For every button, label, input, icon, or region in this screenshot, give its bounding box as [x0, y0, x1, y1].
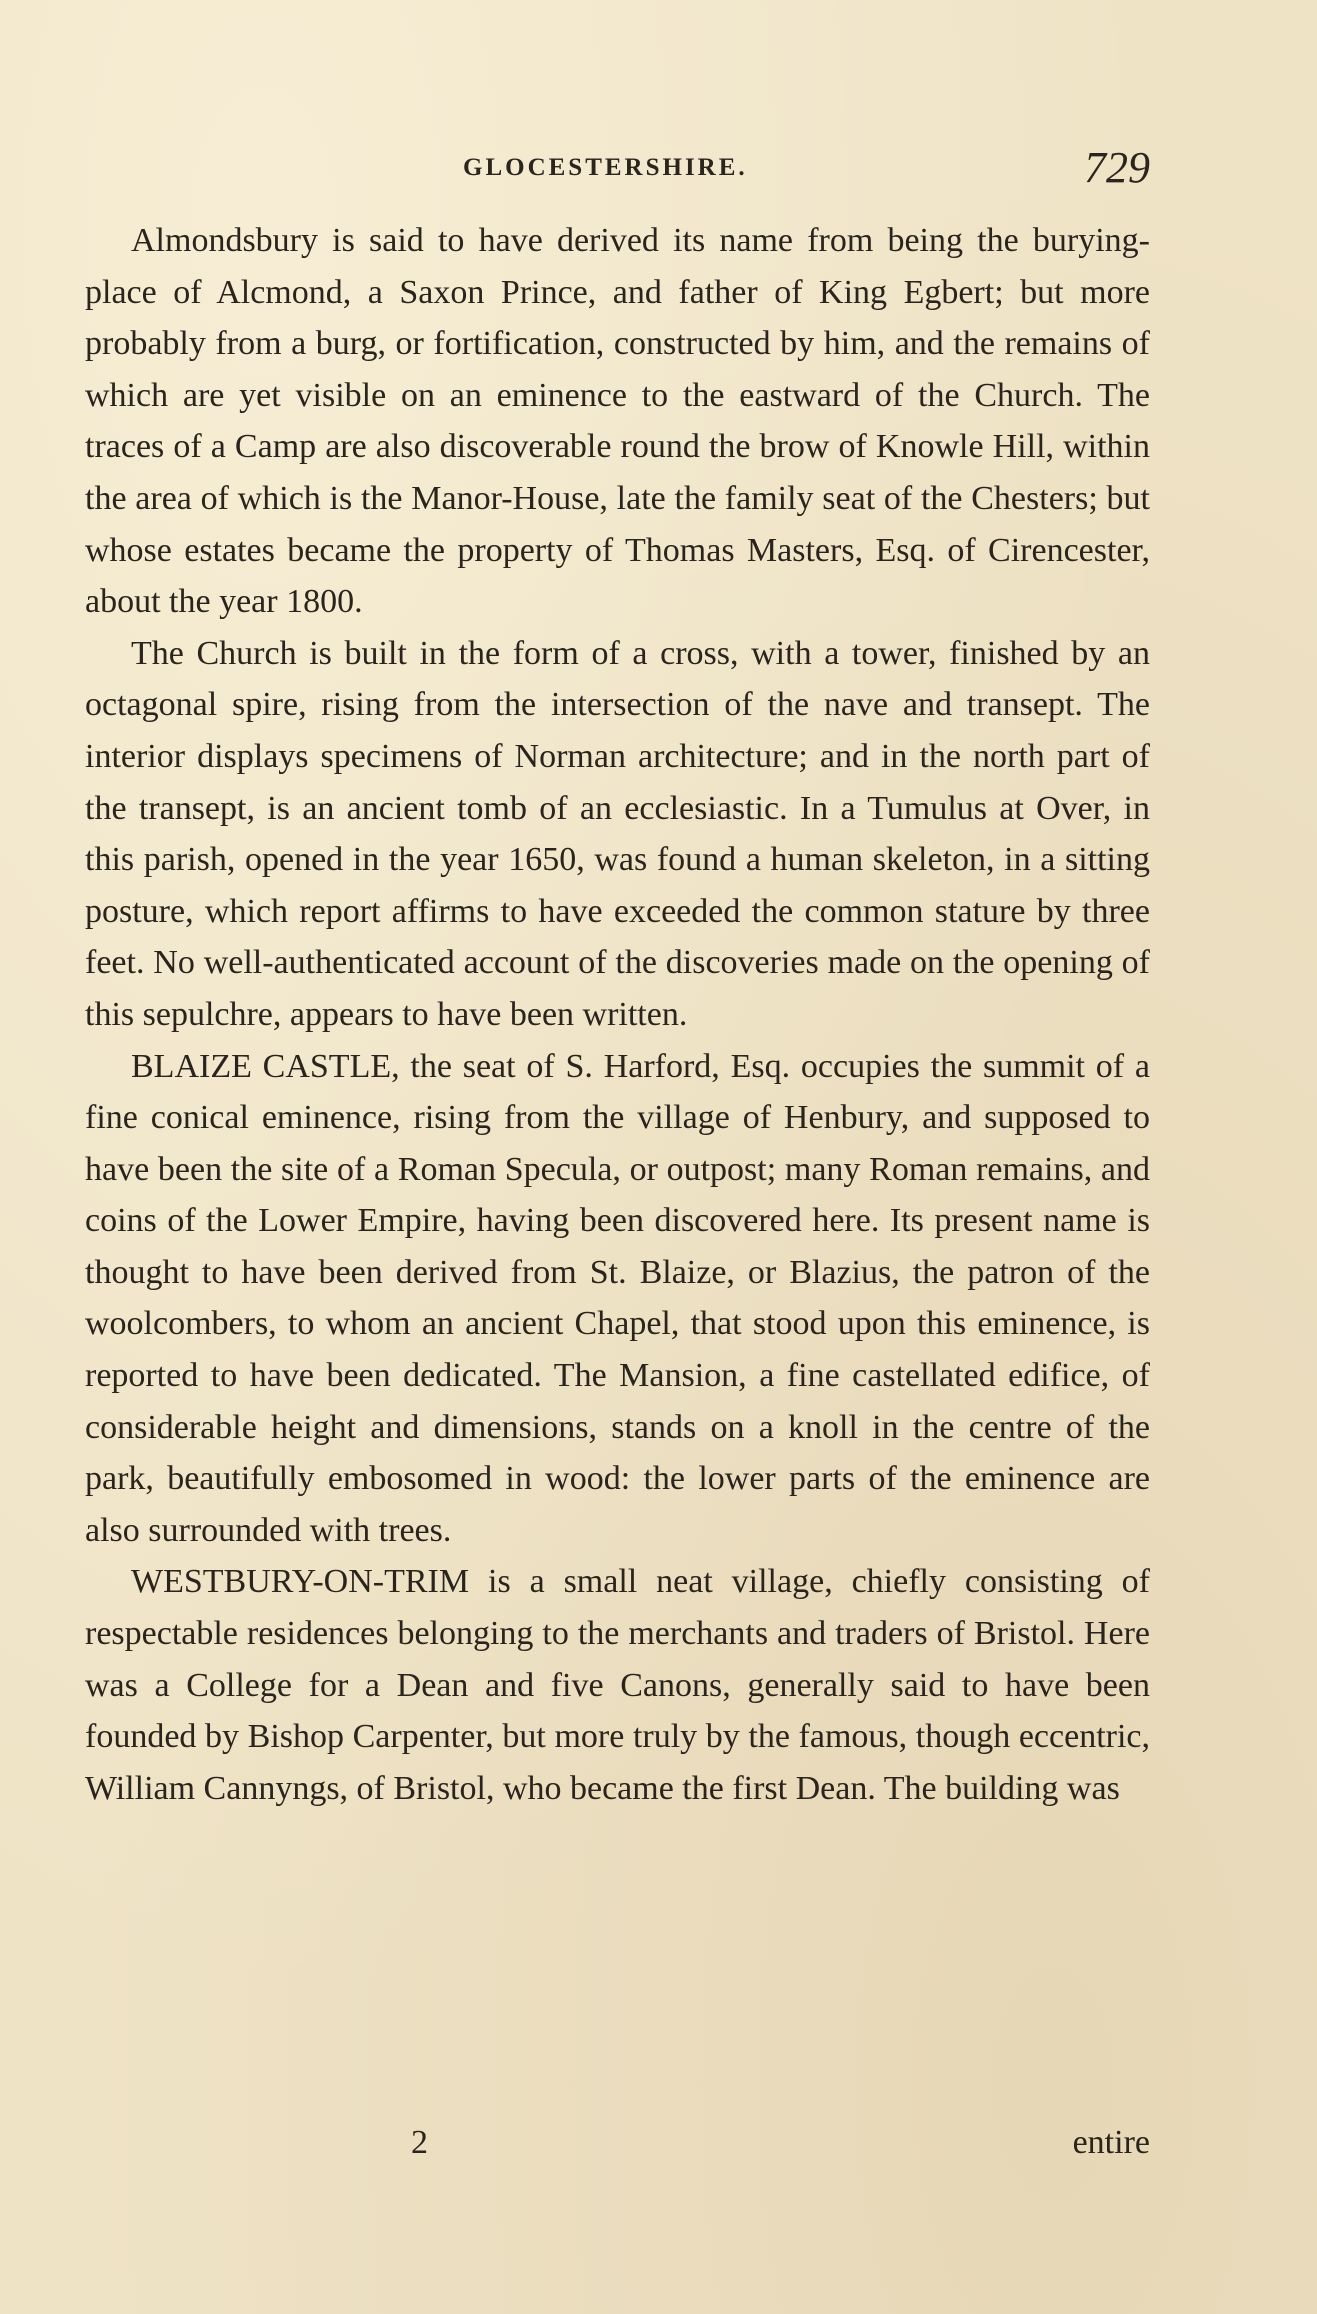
- paragraph-blaize-castle: BLAIZE CASTLE, the seat of S. Harford, Esq. occupies the summit of a fine conical eminence, rising from the village of Henbury, and supposed to have been the site of a Roman Specula, or outpost; many Roman remains, and coins of the Lower Empire, having been discovered here. Its present name is thought to have been derived from St. Blaize, or Blazius, the patron of the woolcombers, to whom an ancient Chapel, that stood upon this eminence, is reported to have been dedicated. The Mansion, a fine castellated edifice, of considerable height and dimensions, stands on a knoll in the centre of the park, beautifully embosomed in wood: the lower parts of the eminence are also surrounded with trees.: [85, 1047, 1150, 1549]
- body-text: [85, 215, 1150, 1814]
- paragraph-westbury-on-trim: WESTBURY-ON-TRIM is a small neat village, chiefly consisting of respectable residences belonging to the merchants and traders of Bristol. Here was a College for a Dean and five Canons, generally said to have been founded by Bishop Carpenter, but more truly by the famous, though eccentric, William Cannyngs, of Bristol, who became the first Dean. The building was: [85, 1563, 1150, 1807]
- page-number: 729: [1084, 143, 1150, 192]
- page-footer: [85, 2124, 1150, 2174]
- paragraph-church: The Church is built in the form of a cross, with a tower, finished by an octagonal spire, rising from the intersection of the nave and transept. The interior displays specimens of Norman architecture; and in the north part of the transept, is an ancient tomb of an ecclesiastic. In a Tumulus at Over, in this parish, opened in the year 1650, was found a human skeleton, in a sitting posture, which report affirms to have exceeded the common stature by three feet. No well-authenticated account of the discoveries made on the opening of this sepulchre, appears to have been written.: [85, 634, 1150, 1033]
- signature-mark: 2: [411, 2124, 428, 2161]
- page-header: [85, 143, 1150, 210]
- paragraph-almondsbury: Almondsbury is said to have derived its name from being the burying-place of Alcmond, a Saxon Prince, and father of King Egbert; but more probably from a burg, or fortification, constructed by him, and the remains of which are yet visible on an eminence to the eastward of the Church. The traces of a Camp are also discoverable round the brow of Knowle Hill, within the area of which is the Manor-House, late the family seat of the Chesters; but whose estates became the property of Thomas Masters, Esq. of Cirencester, about the year 1800.: [85, 222, 1150, 621]
- running-title: GLOCESTERSHIRE.: [463, 154, 748, 181]
- catchword: entire: [1072, 2124, 1150, 2161]
